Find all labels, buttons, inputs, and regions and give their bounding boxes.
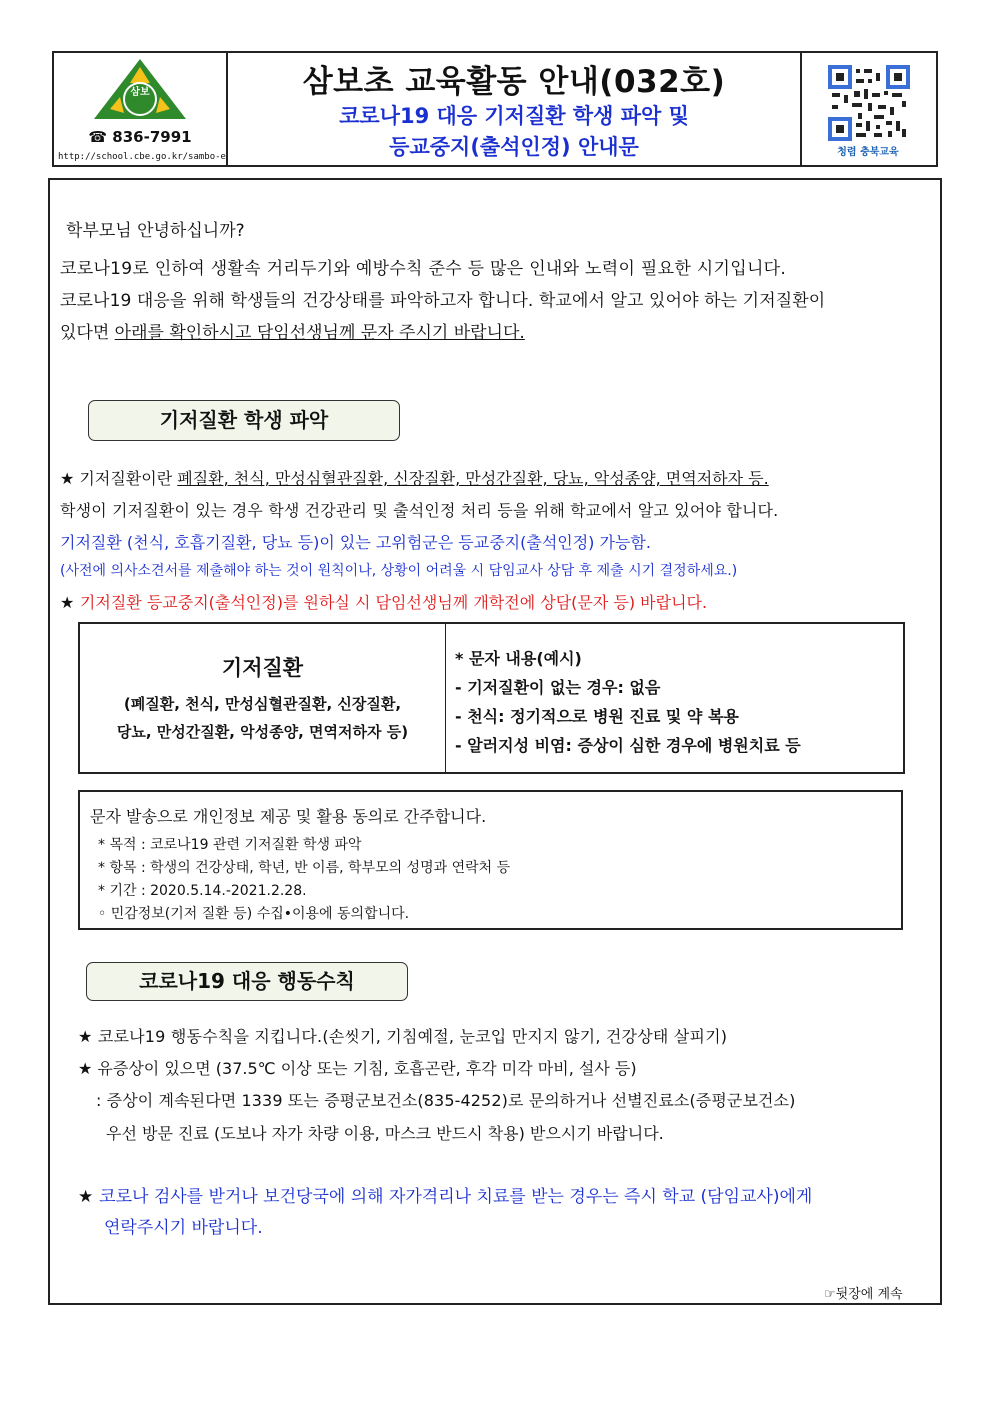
table-left-title: 기저질환 [221,656,304,680]
consult-request-text: 기저질환 등교중지(출석인정)를 원하실 시 담임선생님께 개학전에 상담(문자 등) 바랍니다. [79,593,708,612]
logo-text: 삼보 [130,87,150,98]
qr-caption: 청렴 충북교육 [837,147,899,158]
disease-definition [60,466,769,489]
qr-code-icon[interactable] [828,65,910,141]
rule-item-2-line2: : 증상이 계속된다면 1339 또는 증평군보건소(835-4252)로 문의하거나 선별진료소(증평군보건소) [96,1091,796,1110]
school-phone: ☎ 836-7991 [88,128,192,146]
table-left-line1: (폐질환, 천식, 만성심혈관질환, 신장질환, [123,695,402,713]
disease-definition-prefix: ★ 기저질환이란 [60,469,178,488]
privacy-consent-box [78,790,903,930]
intro-line-3-underlined: 아래를 확인하시고 담임선생님께 문자 주시기 바랍니다. [114,323,525,343]
header-title-area [228,53,800,165]
page-subtitle-line2: 등교중지(출석인정) 안내문 [389,135,639,159]
high-risk-note: 기저질환 (천식, 호흡기질환, 당뇨 등)이 있는 고위험군은 등교중지(출석인정) 가능함. [60,533,651,552]
consent-item: * 목적 : 코로나19 관련 기저질환 학생 파악 [98,837,362,853]
consult-request: ★ 기저질환 등교중지(출석인정)를 원하실 시 담임선생님께 개학전에 상담(문자 등) 바랍니다. [60,593,708,612]
intro-line-3-prefix: 있다면 [60,323,115,343]
intro-line-2: 코로나19 대응을 위해 학생들의 건강상태를 파악하고자 합니다. 학교에서 알고 있어야 하는 기저질환이 [60,291,826,311]
school-logo-cell [54,53,228,165]
disease-definition-line2: 학생이 기저질환이 있는 경우 학생 건강관리 및 출석인정 처리 등을 위해 학교에서 알고 있어야 합니다. [60,501,779,520]
section-title-covid-rules: 코로나19 대응 행동수칙 [86,962,408,1001]
consent-item: * 항목 : 학생의 건강상태, 학년, 반 이름, 학부모의 성명과 연락처 등 [98,860,511,876]
intro-line-1: 코로나19로 인하여 생활속 거리두기와 예방수칙 준수 등 많은 인내와 노력이 필요한 시기입니다. [60,259,787,279]
greeting: 학부모님 안녕하십니까? [66,221,245,241]
table-right-cell [447,624,903,772]
message-example-line: - 천식: 정기적으로 병원 진료 및 약 복용 [455,707,739,726]
message-example-line: - 기저질환이 없는 경우: 없음 [455,678,661,697]
consent-item: ◦ 민감정보(기저 질환 등) 수집•이용에 동의합니다. [98,906,410,922]
rule-item-3: ★ 코로나 검사를 받거나 보건당국에 의해 자가격리나 치료를 받는 경우는 즉시 학교 (담임교사)에게 [78,1187,813,1207]
page-subtitle-line1: 코로나19 대응 기저질환 학생 파악 및 [339,104,689,128]
continue-note: ☞뒷장에 계속 [824,1287,903,1302]
rule-item-2-line3: 우선 방문 진료 (도보나 자가 차량 이용, 마스크 반드시 착용) 받으시기 바랍니다. [106,1124,664,1143]
section-title-underlying-disease: 기저질환 학생 파악 [88,400,400,441]
rule-item-1: ★ 코로나19 행동수칙을 지킵니다.(손씻기, 기침예절, 눈코입 만지지 않기, 건강상태 살피기) [78,1027,728,1046]
message-example-line: - 알러지성 비염: 증상이 심한 경우에 병원치료 등 [455,736,801,755]
message-example-line: * 문자 내용(예시) [455,649,582,668]
intro-line-3 [60,318,525,343]
header-box [52,51,938,167]
consent-heading: 문자 발송으로 개인정보 제공 및 활용 동의로 간주합니다. [90,807,487,826]
disease-message-table [78,622,905,774]
table-left-line2: 당뇨, 만성간질환, 악성종양, 면역저하자 등) [116,723,409,741]
rule-item-3-text: 코로나 검사를 받거나 보건당국에 의해 자가격리나 치료를 받는 경우는 즉시 학교 (담임교사)에게 [99,1187,813,1207]
consent-item: * 기간 : 2020.5.14.-2021.2.28. [98,883,307,899]
page-title: 삼보초 교육활동 안내(032호) [302,64,726,100]
doctor-note: (사전에 의사소견서를 제출해야 하는 것이 원칙이나, 상황이 어려울 시 담임교사 상담 후 제출 시기 결정하세요.) [60,563,738,579]
rule-item-3-line2: 연락주시기 바랍니다. [104,1218,263,1238]
qr-cell [800,53,936,165]
school-url[interactable]: http://school.cbe.go.kr/sambo-e [58,152,226,162]
disease-list-underlined: 폐질환, 천식, 만성심혈관질환, 신장질환, 만성간질환, 당뇨, 악성종양, 면역저하자 등. [177,469,769,488]
rule-item-2: ★ 유증상이 있으면 (37.5℃ 이상 또는 기침, 호흡곤란, 후각 미각 마비, 설사 등) [78,1059,637,1078]
table-left-cell [80,624,446,772]
